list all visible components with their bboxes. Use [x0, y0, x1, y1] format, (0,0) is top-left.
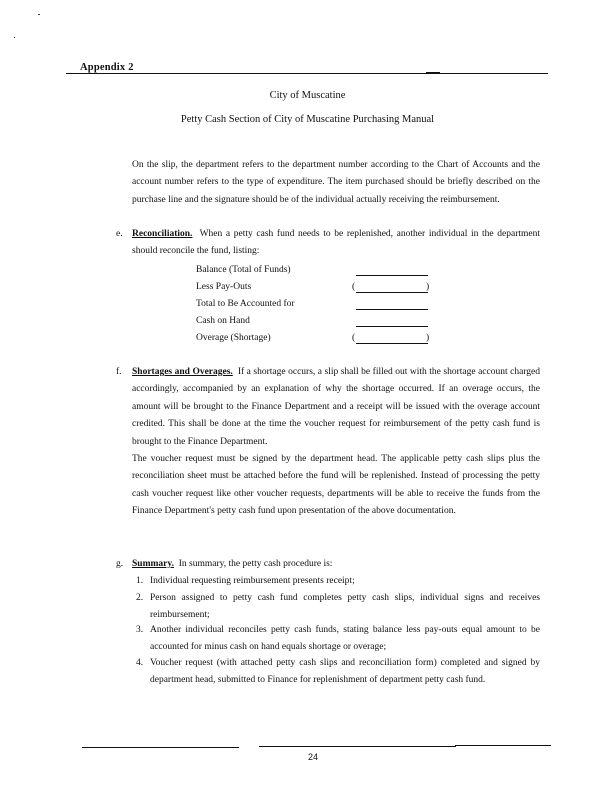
scan-speck [38, 14, 40, 15]
intro-paragraph: On the slip, the department refers to the department number according to the Chart of Accounts and the account number refers to the type of expenditure. The item purchased should be briefly described on the purchase line and the signature should be of the individual actually receiving the reimbursement. [132, 160, 540, 205]
paren-open: ( [352, 282, 356, 292]
reconciliation-paragraph [132, 226, 540, 261]
header-rule-right [466, 73, 548, 74]
blank-line [356, 309, 428, 310]
header-rule-segment [426, 72, 440, 73]
list-number: 2. [136, 593, 144, 603]
paren-close: ) [426, 282, 430, 292]
page-title: Petty Cash Section of City of Muscatine Purchasing Manual [180, 114, 435, 125]
paren-close: ) [426, 333, 430, 343]
blank-line [356, 275, 428, 276]
reconciliation-text: When a petty cash fund needs to be replenished, another individual in the department should reconcile the fund, listing: [132, 229, 540, 257]
section-marker-f: f. [116, 367, 122, 377]
recon-label: Balance (Total of Funds) [196, 265, 291, 275]
shortages-text: If a shortage occurs, a slip shall be filled out with the shortage account charged accordingly, accompanied by an explanation of why the shortage occurred. If an overage occurs, the amount will be brought to the Finance Department and a receipt will be issued with the overage account credited. This shall be done at the time the voucher request for reimbursement of the petty cash fund is brought to the Finance Department. [132, 367, 541, 447]
footer-rule-left [82, 747, 239, 748]
list-number: 4. [136, 658, 144, 668]
blank-line [356, 343, 428, 344]
org-name: City of Muscatine [269, 90, 346, 101]
page-number: 24 [308, 752, 319, 762]
recon-row-balance [196, 265, 436, 282]
footer-rule-center [259, 746, 456, 747]
recon-label: Cash on Hand [196, 316, 250, 326]
summary-item-1: Individual requesting reimbursement presents receipt; [150, 576, 355, 586]
recon-row-total [196, 299, 436, 316]
summary-item-4: Voucher request (with attached petty cash slips and reconciliation form) completed and signed by department head, submitted to Finance for replenishment of department petty cash fund. [150, 658, 540, 686]
appendix-label: Appendix 2 [80, 62, 134, 73]
scan-speck [14, 37, 15, 38]
paren-open: ( [352, 333, 356, 343]
reconciliation-heading: Reconciliation. [132, 229, 193, 239]
list-number: 1. [136, 576, 144, 586]
recon-row-cash [196, 316, 436, 333]
list-number: 3. [136, 625, 144, 635]
section-marker-g: g. [116, 559, 124, 569]
summary-item-2: Person assigned to petty cash fund completes petty cash slips, individual signs and receives reimbursement; [150, 593, 540, 621]
blank-line [356, 292, 428, 293]
summary-heading: Summary. [132, 559, 174, 569]
summary-text: In summary, the petty cash procedure is: [178, 559, 333, 569]
summary-item-3: Another individual reconciles petty cash funds, stating balance less pay-outs equal amount to be accounted for minus cash on hand equals shortage or overage; [150, 625, 540, 653]
section-marker-e: e. [116, 229, 123, 239]
recon-label: Less Pay-Outs [196, 282, 252, 292]
summary-paragraph [132, 556, 540, 573]
recon-label: Total to Be Accounted for [196, 299, 295, 309]
footer-rule-right [455, 745, 551, 746]
header-rule [66, 73, 466, 74]
shortages-heading: Shortages and Overages. [132, 367, 233, 377]
voucher-paragraph: The voucher request must be signed by the department head. The applicable petty cash slips plus the reconciliation sheet must be attached before the fund will be replenished. Instead of processing the petty cash voucher request like other voucher requests, departments will be able to receive the funds from the Finance Department's petty cash fund upon presentation of the above documentation. [132, 454, 540, 517]
blank-line [356, 326, 428, 327]
shortages-paragraph [132, 364, 540, 451]
recon-row-payouts [196, 282, 436, 299]
recon-row-overage [196, 333, 436, 350]
recon-label: Overage (Shortage) [196, 333, 271, 343]
